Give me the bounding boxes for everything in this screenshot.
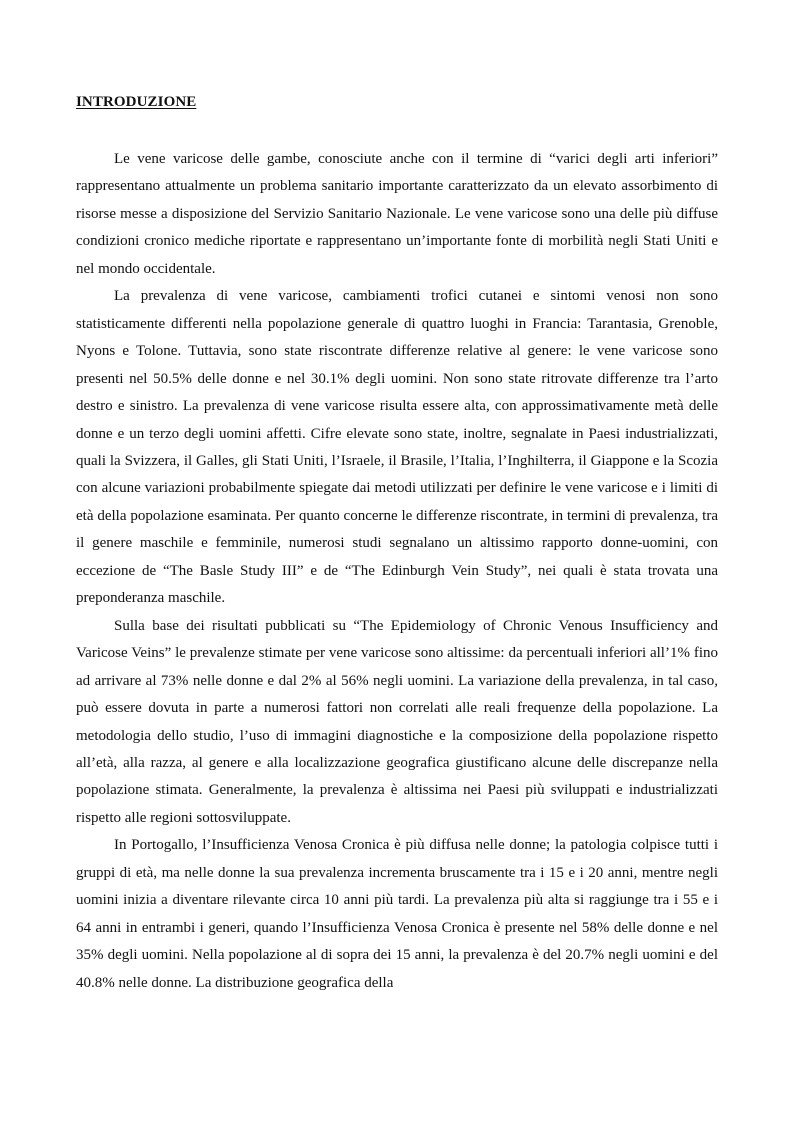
paragraph-4: In Portogallo, l’Insufficienza Venosa Cronica è più diffusa nelle donne; la patologia colpisce tutti i gruppi di età, ma nelle donne la sua prevalenza incrementa bruscamente tra i 15 e i 20 anni, mentre negli uomini inizia a diventare rilevante circa 10 anni più tardi. La prevalenza più alta si raggiunge tra i 55 e i 64 anni in entrambi i generi, quando l’Insufficienza Venosa Cronica è presente nel 58% delle donne e nel 35% degli uomini. Nella popolazione al di sopra dei 15 anni, la prevalenza è del 20.7% negli uomini e del 40.8% nelle donne. La distribuzione geografica della: [76, 837, 718, 991]
paragraph-3: Sulla base dei risultati pubblicati su “The Epidemiology of Chronic Venous Insufficiency and Varicose Veins” le prevalenze stimate per vene varicose sono altissime: da percentuali inferiori all’1% fino ad arrivare al 73% nelle donne e dal 2% al 56% negli uomini. La variazione della prevalenza, in tal caso, può essere dovuta in parte a numerosi fattori non correlati alle reali frequenze della popolazione. La metodologia dello studio, l’uso di immagini diagnostiche e la composizione della popolazione rispetto all’età, alla razza, al genere e alla localizzazione geografica giustificano alcune delle discrepanze nella popolazione stimata. Generalmente, la prevalenza è altissima nei Paesi più sviluppati e industrializzati rispetto alle regioni sottosviluppate.: [76, 617, 718, 826]
paragraph-2: La prevalenza di vene varicose, cambiamenti trofici cutanei e sintomi venosi non sono statisticamente differenti nella popolazione generale di quattro luoghi in Francia: Tarantasia, Grenoble, Nyons e Tolone. Tuttavia, sono state riscontrate differenze relative al genere: le vene varicose sono presenti nel 50.5% delle donne e nel 30.1% degli uomini. Non sono state ritrovate differenze tra l’arto destro e sinistro. La prevalenza di vene varicose risulta essere alta, con approssimativamente metà delle donne e un terzo degli uomini affetti. Cifre elevate sono state, inoltre, segnalate in Paesi industrializzati, quali la Svizzera, il Galles, gli Stati Uniti, l’Israele, il Brasile, l’Italia, l’Inghilterra, il Giappone e la Scozia con alcune variazioni probabilmente spiegate dai metodi utilizzati per definire le vene varicose e i limiti di età della popolazione esaminata. Per quanto concerne le differenze riscontrate, in termini di prevalenza, tra il genere maschile e femminile, numerosi studi segnalano un altissimo rapporto donne-uomini, con eccezione de “The Basle Study III” e de “The Edinburgh Vein Study”, nei quali è stata trovata una preponderanza maschile.: [76, 288, 718, 607]
paragraph-1: Le vene varicose delle gambe, conosciute anche con il termine di “varici degli arti inferiori” rappresentano attualmente un problema sanitario importante caratterizzato da un elevato assorbimento di risorse messe a disposizione del Servizio Sanitario Nazionale. Le vene varicose sono una delle più diffuse condizioni cronico mediche riportate e rappresentano un’importante fonte di morbilità negli Stati Uniti e nel mondo occidentale.: [76, 151, 718, 277]
section-heading: INTRODUZIONE: [76, 94, 197, 110]
body-text: [76, 146, 718, 997]
